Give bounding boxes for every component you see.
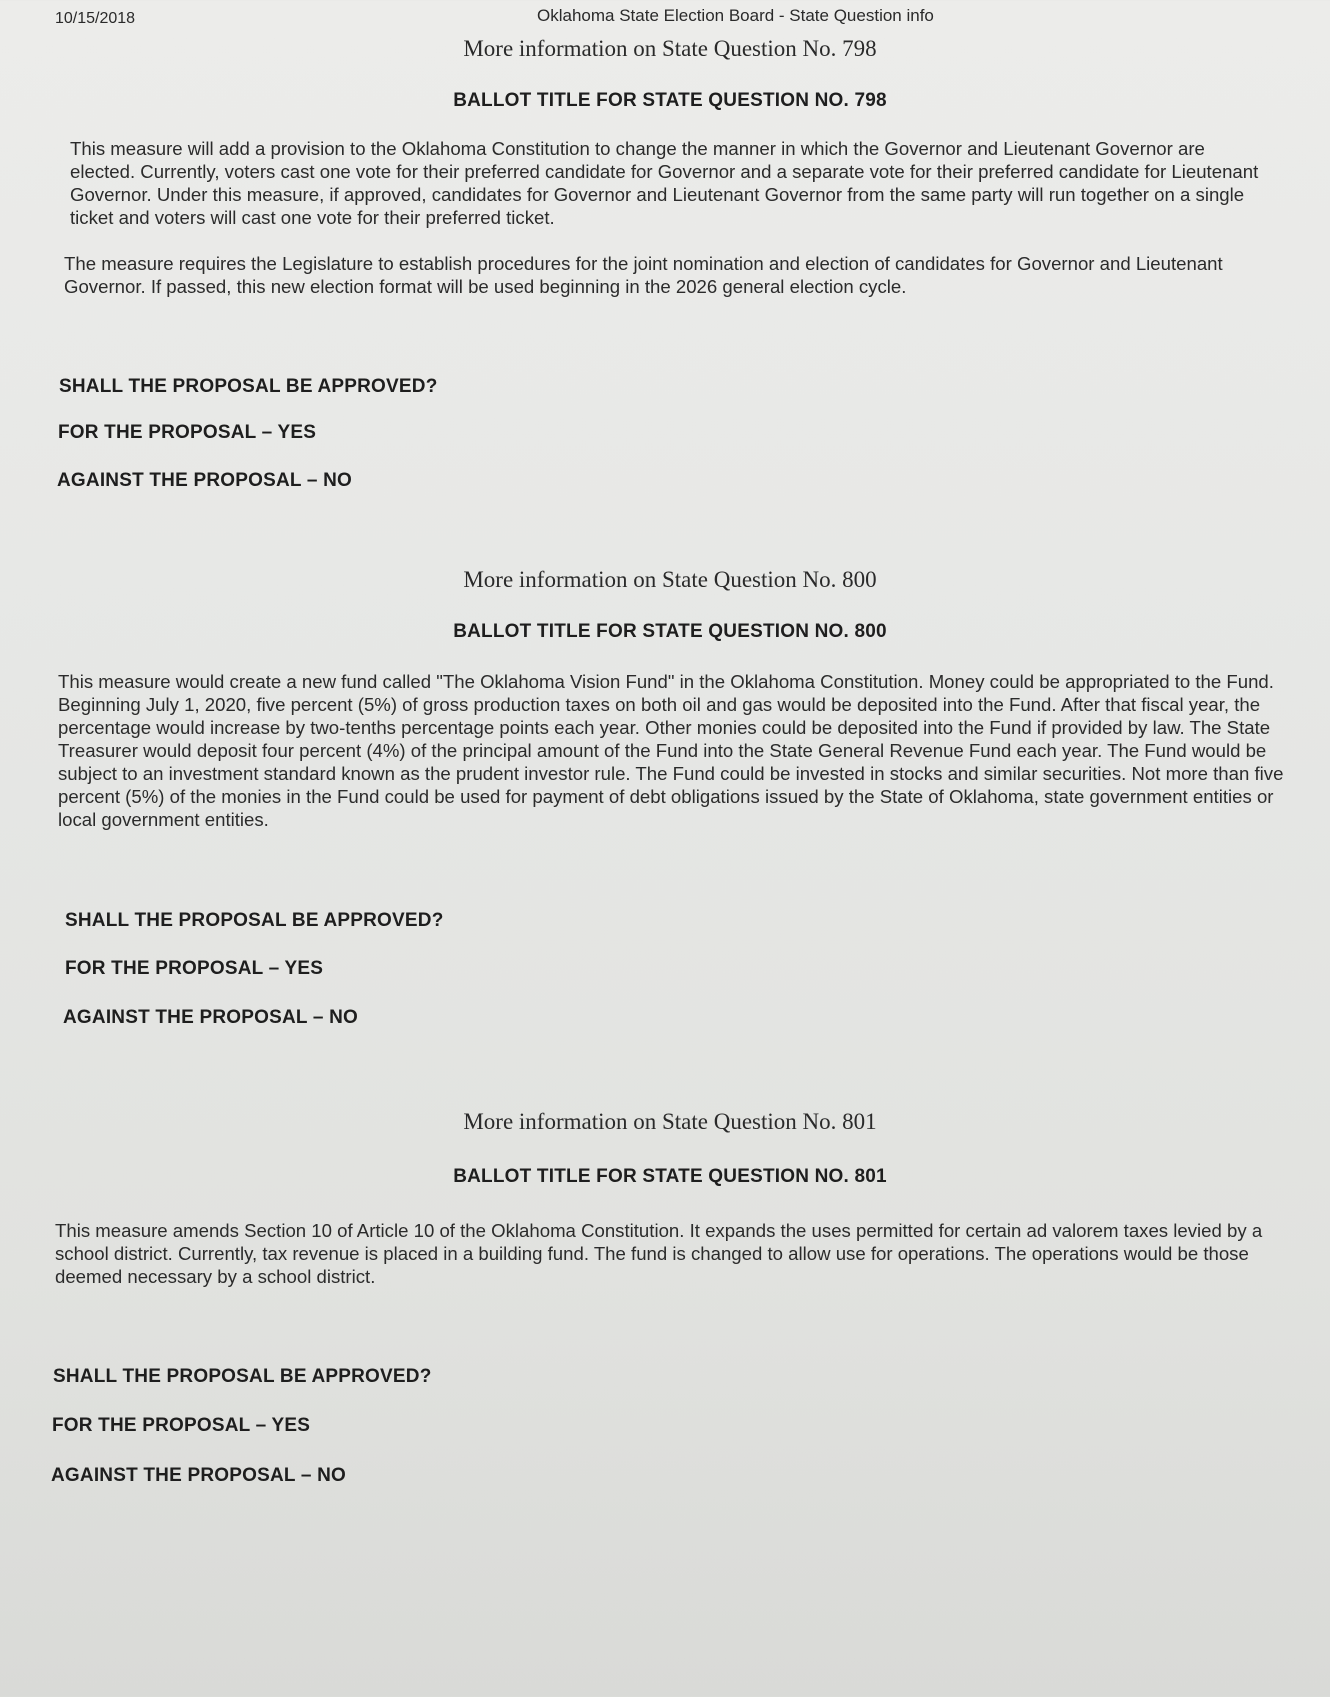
against-option-800: AGAINST THE PROPOSAL – NO [63,1007,358,1028]
print-date: 10/15/2018 [55,10,136,27]
approval-question-798: SHALL THE PROPOSAL BE APPROVED? [59,376,438,397]
more-info-link-798[interactable]: More information on State Question No. 798 [463,36,877,61]
site-title: Oklahoma State Election Board - State Question info [537,6,934,25]
for-option-798: FOR THE PROPOSAL – YES [58,422,317,443]
against-option-801: AGAINST THE PROPOSAL – NO [51,1465,346,1486]
approval-question-800: SHALL THE PROPOSAL BE APPROVED? [65,910,444,931]
measure-paragraph-798-2: The measure requires the Legislature to establish procedures for the joint nomination and election of candidates for Governor and Lieutenant Governor. If passed, this new election format will be used beginning in the 2026 general election cycle. [64,253,1223,297]
measure-paragraph-798-1: This measure will add a provision to the Oklahoma Constitution to change the manner in which the Governor and Lieutenant Governor are elected. Currently, voters cast one vote for their preferred candidate for Governor and a separate vote for their preferred candidate for Lieutenant Governor. Under this measure, if approved, candidates for Governor and Lieutenant Governor from the same party will run together on a single ticket and voters will cast one vote for their preferred ticket. [70,138,1259,228]
against-option-798: AGAINST THE PROPOSAL – NO [57,470,352,491]
measure-paragraph-800: This measure would create a new fund called "The Oklahoma Vision Fund" in the Oklahoma Constitution. Money could be appropriated to the Fund. Beginning July 1, 2020, five percent (5%) of gross production taxes on both oil and gas would be deposited into the Fund. After that fiscal year, the percentage would increase by two-tenths percentage points each year. Other monies could be deposited into the Fund if provided by law. The State Treasurer would deposit four percent (4%) of the principal amount of the Fund into the State General Revenue Fund each year. The Fund would be subject to an investment standard known as the prudent investor rule. The Fund could be invested in stocks and similar securities. Not more than five percent (5%) of the monies in the Fund could be used for payment of debt obligations issued by the State of Oklahoma, state government entities or local government entities. [58,671,1284,830]
more-info-link-801[interactable]: More information on State Question No. 801 [463,1109,877,1134]
approval-question-801: SHALL THE PROPOSAL BE APPROVED? [53,1366,432,1387]
more-info-link-800[interactable]: More information on State Question No. 800 [463,567,877,592]
measure-paragraph-801: This measure amends Section 10 of Article 10 of the Oklahoma Constitution. It expands the uses permitted for certain ad valorem taxes levied by a school district. Currently, tax revenue is placed in a building fund. The fund is changed to allow use for operations. The operations would be those deemed necessary by a school district. [55,1220,1263,1287]
for-option-800: FOR THE PROPOSAL – YES [65,958,324,979]
ballot-title-801: BALLOT TITLE FOR STATE QUESTION NO. 801 [453,1166,887,1187]
for-option-801: FOR THE PROPOSAL – YES [52,1415,311,1436]
ballot-title-800: BALLOT TITLE FOR STATE QUESTION NO. 800 [453,621,887,642]
ballot-title-798: BALLOT TITLE FOR STATE QUESTION NO. 798 [453,90,887,111]
